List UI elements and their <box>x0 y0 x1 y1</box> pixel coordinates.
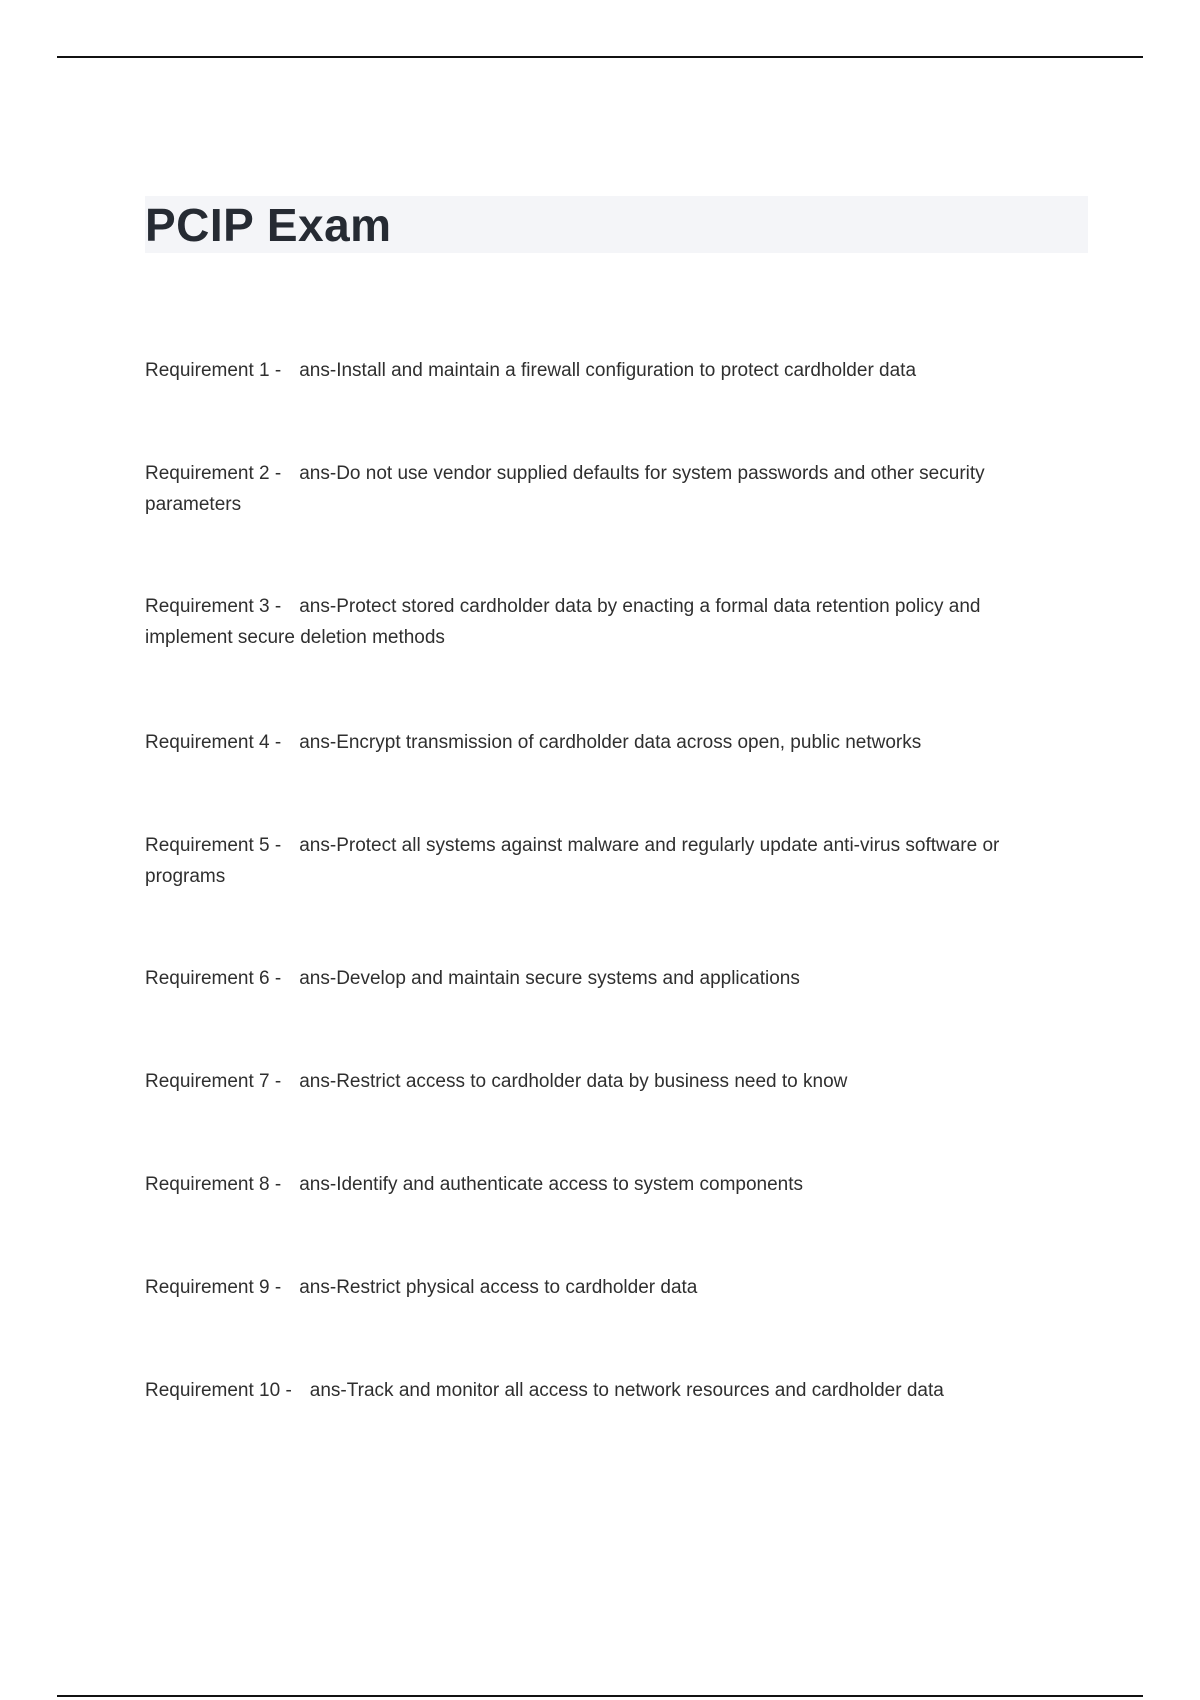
list-item <box>145 1272 1065 1303</box>
list-item <box>145 830 1065 892</box>
requirement-answer: ans-Do not use vendor supplied defaults for system passwords and other security parameters <box>145 463 985 515</box>
requirement-term: Requirement 9 - <box>145 1277 282 1298</box>
requirement-answer: ans-Restrict physical access to cardholder data <box>299 1277 698 1298</box>
list-item <box>145 1375 1065 1406</box>
list-item <box>145 1066 1065 1097</box>
requirement-answer: ans-Develop and maintain secure systems and applications <box>299 968 800 989</box>
requirement-term: Requirement 6 - <box>145 968 282 989</box>
requirement-answer: ans-Identify and authenticate access to system components <box>299 1174 804 1195</box>
list-item <box>145 591 1065 653</box>
list-item <box>145 1169 1065 1200</box>
header-rule <box>57 56 1143 58</box>
requirement-term: Requirement 3 - <box>145 596 282 617</box>
requirement-term: Requirement 1 - <box>145 360 282 381</box>
requirement-answer: ans-Restrict access to cardholder data by business need to know <box>299 1071 848 1092</box>
requirement-answer: ans-Protect stored cardholder data by enacting a formal data retention policy and implement secure deletion methods <box>145 596 981 648</box>
list-item <box>145 458 1065 520</box>
requirement-answer: ans-Encrypt transmission of cardholder data across open, public networks <box>299 732 922 753</box>
list-item <box>145 727 1065 758</box>
footer-rule <box>57 1695 1143 1697</box>
requirement-answer: ans-Install and maintain a firewall configuration to protect cardholder data <box>299 360 917 381</box>
requirement-term: Requirement 2 - <box>145 463 282 484</box>
title-band <box>145 196 1088 253</box>
requirement-answer: ans-Track and monitor all access to network resources and cardholder data <box>309 1380 944 1401</box>
list-item <box>145 963 1065 994</box>
requirement-term: Requirement 8 - <box>145 1174 282 1195</box>
list-item <box>145 355 1065 386</box>
requirement-term: Requirement 7 - <box>145 1071 282 1092</box>
requirement-term: Requirement 4 - <box>145 732 282 753</box>
requirement-answer: ans-Protect all systems against malware and regularly update anti-virus software or programs <box>145 835 1000 887</box>
requirement-term: Requirement 10 - <box>145 1380 292 1401</box>
page-title: PCIP Exam <box>145 198 392 251</box>
requirement-term: Requirement 5 - <box>145 835 282 856</box>
